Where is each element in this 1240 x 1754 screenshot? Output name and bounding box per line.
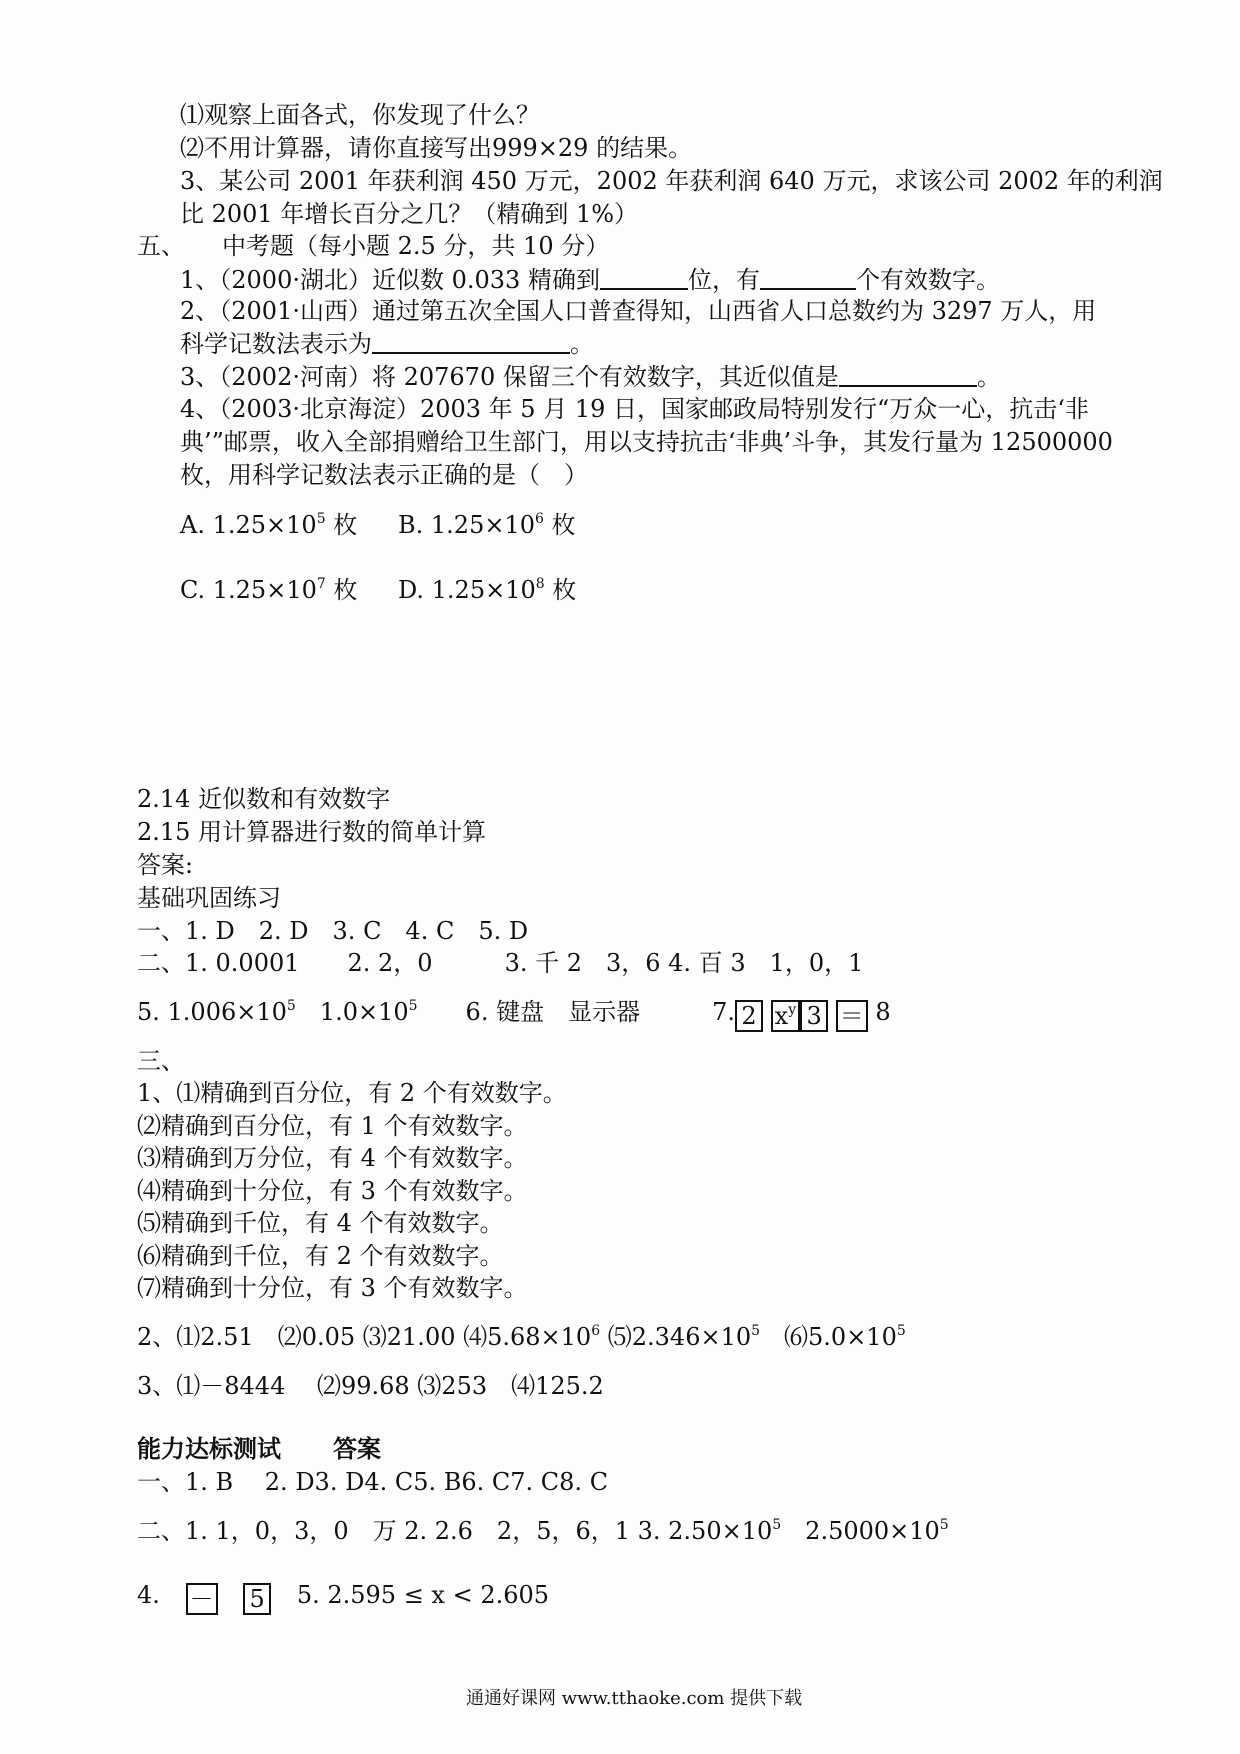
- unit: 枚: [544, 576, 577, 604]
- answer-text: 1.0×10: [295, 998, 409, 1026]
- unit: 枚: [325, 511, 358, 539]
- section-heading: 2.15 用计算器进行数的简单计算: [137, 818, 487, 846]
- answer-line: [137, 1580, 549, 1615]
- exponent: y: [788, 1002, 797, 1018]
- exponent: 5: [751, 1323, 761, 1339]
- answer-line: ⑷精确到十分位，有 3 个有效数字。: [137, 1177, 528, 1205]
- exponent: 6: [591, 1323, 601, 1339]
- answer-blank[interactable]: [760, 264, 856, 290]
- answer-text: 二、1. 1，0，3，0 万 2. 2.6 2，5，6，1 3. 2.50×10: [137, 1517, 773, 1545]
- text-line: ⑴观察上面各式，你发现了什么？: [180, 101, 540, 129]
- text-line: 比 2001 年增长百分之几？（精确到 1%）: [180, 200, 639, 228]
- option-c: [180, 575, 357, 605]
- section-title: 中考题（每小题 2.5 分，共 10 分）: [222, 232, 610, 260]
- option-d: [398, 575, 576, 605]
- calculator-key: 5: [243, 1583, 271, 1615]
- option-b: [398, 510, 576, 540]
- answer-line: ⑹精确到千位，有 2 个有效数字。: [137, 1242, 504, 1270]
- question-text: 科学记数法表示为: [180, 330, 372, 358]
- text-line: 典’”邮票，收入全部捐赠给卫生部门，用以支持抗击‘非典’斗争，其发行量为 12500000: [180, 428, 1113, 456]
- answer-text: ⑹5.0×10: [760, 1323, 897, 1351]
- answer-line: 3、⑴－8444 ⑵99.68 ⑶253 ⑷125.2: [137, 1372, 604, 1400]
- exponent: 6: [534, 511, 544, 527]
- key-label: x: [774, 1002, 789, 1030]
- answer-label: 答案:: [137, 851, 194, 879]
- option-text: C. 1.25×10: [180, 576, 317, 604]
- answer-text: 2、⑴2.51 ⑵0.05 ⑶21.00 ⑷5.68×10: [137, 1323, 592, 1351]
- answer-line: ⑵精确到百分位，有 1 个有效数字。: [137, 1112, 528, 1140]
- calculator-key: [771, 1000, 800, 1032]
- exponent: 5: [408, 998, 418, 1014]
- question-text: 3、（2002·河南）将 207670 保留三个有效数字，其近似值是: [180, 363, 839, 391]
- question-2: [180, 328, 594, 359]
- unit: 枚: [543, 511, 576, 539]
- option-text: A. 1.25×10: [180, 511, 317, 539]
- question-text: 个有效数字。: [855, 266, 1000, 294]
- text-line: 4、（2003·北京海淀）2003 年 5 月 19 日，国家邮政局特别发行“万众一心，抗击‘非: [180, 395, 1089, 423]
- heading-text: 能力达标测试: [137, 1435, 281, 1463]
- option-a: [180, 510, 357, 540]
- question-1: [180, 264, 1000, 295]
- subsection-heading: [137, 1434, 381, 1464]
- section-number: 五、: [137, 232, 185, 260]
- answer-line: 一、1. B 2. D3. D4. C5. B6. C7. C8. C: [137, 1468, 609, 1496]
- exponent: 5: [939, 1517, 949, 1533]
- answer-line: 一、1. D 2. D 3. C 4. C 5. D: [137, 917, 529, 945]
- answer-line: [137, 997, 891, 1032]
- answer-line: [137, 1322, 906, 1352]
- option-text: B. 1.25×10: [398, 511, 535, 539]
- answer-line: 1、⑴精确到百分位，有 2 个有效数字。: [137, 1079, 567, 1107]
- exponent: 5: [772, 1517, 782, 1533]
- answer-line: ⑺精确到十分位，有 3 个有效数字。: [137, 1274, 528, 1302]
- calculator-key: 3: [800, 1000, 828, 1032]
- section-heading: 2.14 近似数和有效数字: [137, 785, 391, 813]
- heading-text: 答案: [333, 1435, 381, 1463]
- question-text: 。: [570, 330, 594, 358]
- answer-blank[interactable]: [600, 264, 688, 290]
- option-text: D. 1.25×10: [398, 576, 536, 604]
- answer-text: 4.: [137, 1581, 160, 1609]
- calculator-key: ＝: [836, 1000, 868, 1032]
- page-footer: 通通好课网 www.tthaoke.com 提供下载: [466, 1688, 803, 1709]
- question-text: 位，有: [687, 266, 760, 294]
- question-text: 。: [976, 363, 1001, 391]
- text-line: 3、某公司 2001 年获利润 450 万元，2002 年获利润 640 万元，求该公司 2002 年的利润: [180, 167, 1163, 195]
- text-line: 枚，用科学记数法表示正确的是（ ）: [180, 461, 588, 489]
- question-3: [180, 361, 1001, 392]
- answer-text: 5. 1.006×10: [137, 998, 287, 1026]
- exponent: 5: [286, 998, 296, 1014]
- text-line: ⑵不用计算器，请你直接写出999×29 的结果。: [180, 134, 693, 162]
- question-text: 1、（2000·湖北）近似数 0.033 精确到: [180, 266, 600, 294]
- text-line: 2、（2001·山西）通过第五次全国人口普查得知，山西省人口总数约为 3297 万人，用: [180, 297, 1097, 325]
- exponent: 8: [535, 576, 545, 592]
- answer-blank[interactable]: [372, 328, 570, 354]
- answer-text: 2.5000×10: [781, 1517, 940, 1545]
- answer-blank[interactable]: [839, 361, 977, 387]
- calculator-key: 2: [735, 1000, 763, 1032]
- answer-line: 二、1. 0.0001 2. 2，0 3. 千 2 3，6 4. 百 3 1，0，1: [137, 949, 864, 977]
- exponent: 7: [316, 576, 326, 592]
- answer-line: ⑸精确到千位，有 4 个有效数字。: [137, 1209, 504, 1237]
- answer-text: 5. 2.595 ≤ x < 2.605: [296, 1581, 550, 1609]
- answer-text: 6. 键盘 显示器 7.: [417, 998, 735, 1026]
- answer-text: ⑸2.346×10: [600, 1323, 752, 1351]
- exponent: 5: [896, 1323, 906, 1339]
- answer-line: [137, 1516, 949, 1546]
- subsection-heading: 基础巩固练习: [137, 884, 281, 912]
- answer-line: ⑶精确到万分位，有 4 个有效数字。: [137, 1144, 528, 1172]
- exponent: 5: [316, 511, 326, 527]
- answer-text: 8: [875, 998, 891, 1026]
- calculator-key: －: [186, 1583, 218, 1615]
- section-number: 三、: [137, 1047, 185, 1075]
- unit: 枚: [325, 576, 358, 604]
